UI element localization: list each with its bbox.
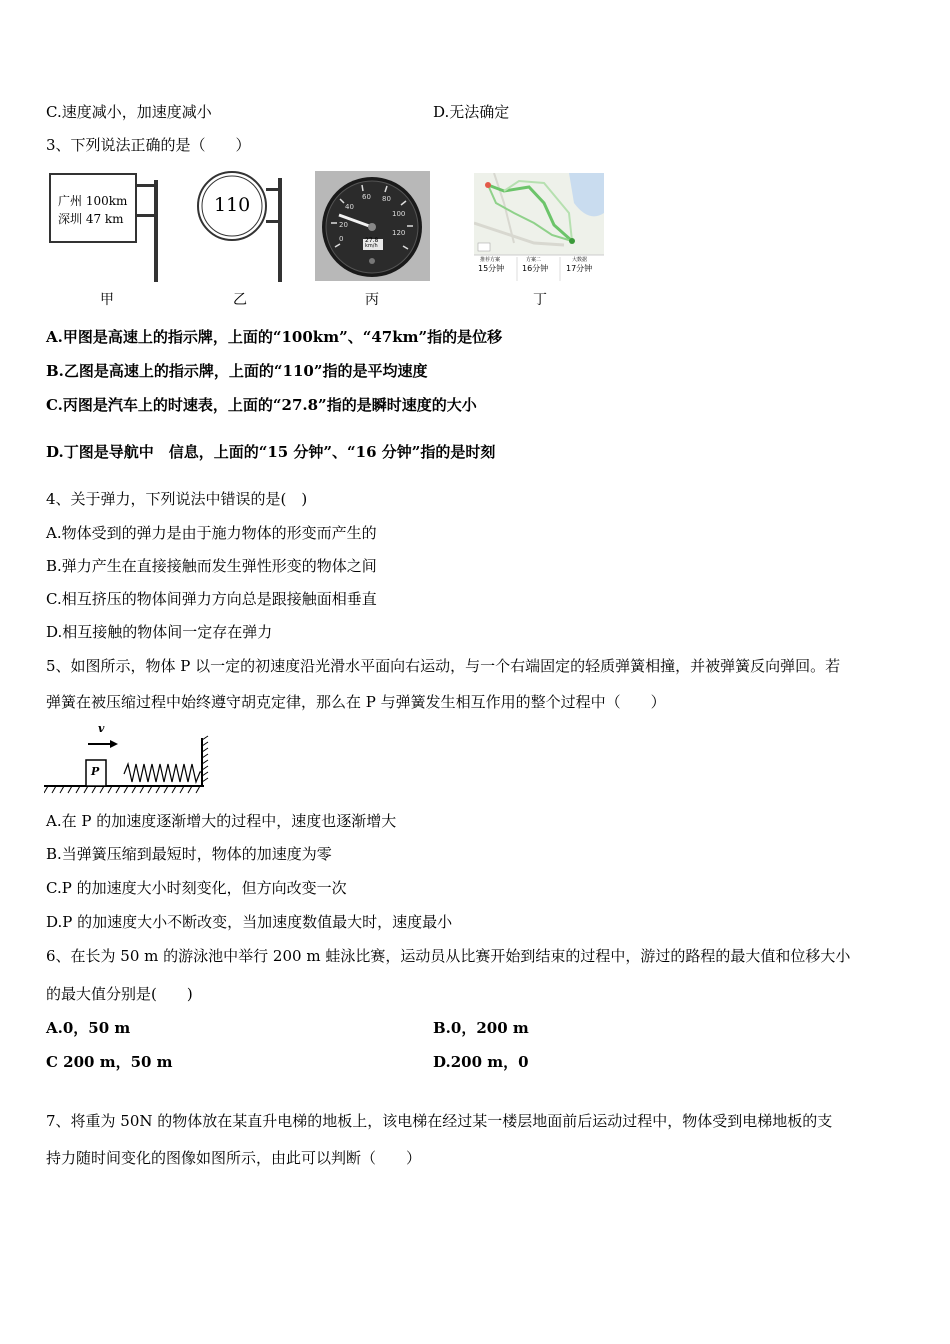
q3-option-d: D.丁图是导航中 信息，上面的“15 分钟”、“16 分钟”指的是时刻 (46, 443, 496, 461)
q5-option-b: B.当弹簧压缩到最短时，物体的加速度为零 (46, 845, 332, 863)
q5-velocity-label: v (98, 722, 105, 735)
q4-option-b: B.弹力产生在直接接触而发生弹性形变的物体之间 (46, 557, 377, 575)
figure-q5-spring-block (44, 724, 210, 796)
ding-plan1-name: 推荐方案 (480, 257, 501, 263)
q5-stem-line1: 5、如图所示，物体 P 以一定的初速度沿光滑水平面向右运动，与一个右端固定的轻质弹簧相撞，并被弹簧反向弹回。若 (46, 657, 841, 675)
q4-stem: 4、关于弹力，下列说法中错误的是( ) (46, 490, 308, 508)
caption-ding: 丁 (533, 292, 547, 308)
figure-yi-speed-sign (192, 168, 292, 285)
caption-bing: 丙 (365, 292, 379, 308)
q6-option-c: C 200 m，50 m (46, 1053, 173, 1071)
figure-ding-navigation (474, 173, 604, 283)
svg-text:80: 80 (382, 195, 391, 203)
q6-option-d: D.200 m，0 (433, 1053, 529, 1071)
caption-jia: 甲 (100, 292, 114, 308)
ding-plan3-name: 大数据 (572, 257, 588, 263)
figure-jia-sign (48, 170, 168, 285)
q4-option-d: D.相互接触的物体间一定存在弹力 (46, 623, 273, 641)
q5-block-label: P (91, 765, 100, 778)
q2-option-d: D.无法确定 (433, 103, 510, 121)
q3-option-b: B.乙图是高速上的指示牌，上面的“110”指的是平均速度 (46, 362, 428, 380)
svg-text:40: 40 (345, 203, 354, 211)
jia-line2: 深圳 47 km (58, 212, 124, 226)
q3-option-a: A.甲图是高速上的指示牌，上面的“100km”、“47km”指的是位移 (46, 328, 503, 346)
ding-plan2-time: 16分钟 (522, 264, 549, 273)
ding-plan3-time: 17分钟 (566, 264, 593, 273)
bing-unit: km/h (365, 243, 378, 249)
q5-option-c: C.P 的加速度大小时刻变化，但方向改变一次 (46, 879, 347, 897)
yi-speed-value: 110 (214, 194, 251, 216)
figure-bing-speedometer (315, 171, 430, 281)
q7-stem-line2: 持力随时间变化的图像如图所示，由此可以判断（ ） (46, 1149, 422, 1167)
q6-stem-line1: 6、在长为 50 m 的游泳池中举行 200 m 蛙泳比赛，运动员从比赛开始到结束的过程中，游过的路程的最大值和位移大小 (46, 947, 851, 965)
q7-stem-line1: 7、将重为 50N 的物体放在某直升电梯的地板上，该电梯在经过某一楼层地面前后运动过程中，物体受到电梯地板的支 (46, 1112, 833, 1130)
q3-stem: 3、下列说法正确的是（ ） (46, 136, 251, 154)
q2-option-c: C.速度减小，加速度减小 (46, 103, 212, 121)
q6-stem-line2: 的最大值分别是( ) (46, 985, 193, 1003)
q5-option-a: A.在 P 的加速度逐渐增大的过程中，速度也逐渐增大 (46, 812, 397, 830)
q4-option-a: A.物体受到的弹力是由于施力物体的形变而产生的 (46, 524, 377, 542)
caption-yi: 乙 (233, 292, 247, 308)
q5-stem-line2: 弹簧在被压缩过程中始终遵守胡克定律，那么在 P 与弹簧发生相互作用的整个过程中（ ） (46, 693, 666, 711)
q5-option-d: D.P 的加速度大小不断改变，当加速度数值最大时，速度最小 (46, 913, 453, 931)
svg-text:120: 120 (392, 229, 406, 237)
q3-option-c: C.丙图是汽车上的时速表，上面的“27.8”指的是瞬时速度的大小 (46, 396, 477, 414)
ding-plan1-time: 15分钟 (478, 264, 505, 273)
svg-text:20: 20 (339, 221, 348, 229)
ding-plan2-name: 方案二 (526, 257, 542, 263)
q6-option-a: A.0，50 m (46, 1019, 131, 1037)
svg-text:100: 100 (392, 210, 406, 218)
q6-option-b: B.0，200 m (433, 1019, 529, 1037)
svg-text:0: 0 (339, 235, 344, 243)
svg-text:60: 60 (362, 193, 371, 201)
q4-option-c: C.相互挤压的物体间弹力方向总是跟接触面相垂直 (46, 590, 377, 608)
jia-line1: 广州 100km (58, 194, 128, 208)
bing-reading: 27.8 (365, 237, 379, 244)
